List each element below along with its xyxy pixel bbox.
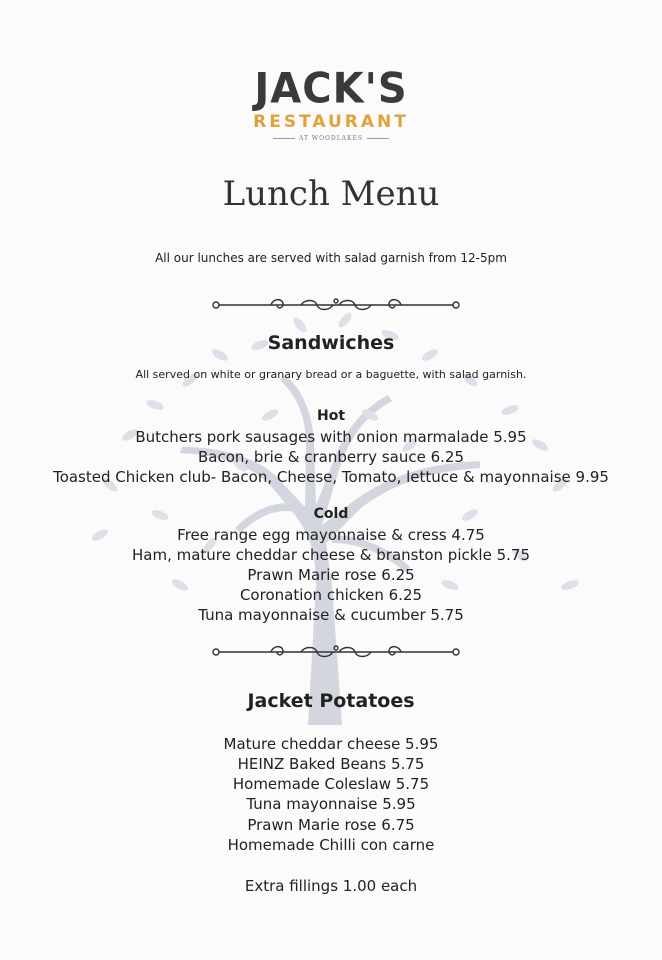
extra-fillings-note: Extra fillings 1.00 each xyxy=(244,877,418,895)
menu-item: Mature cheddar cheese 5.95 xyxy=(223,735,439,753)
logo-wordmark: JACK'S xyxy=(254,64,408,114)
menu-item: Prawn Marie rose 6.25 xyxy=(247,566,415,584)
intro-text: All our lunches are served with salad garnish from 12-5pm xyxy=(155,251,507,265)
menu-item: Bacon, brie & cranberry sauce 6.25 xyxy=(197,448,464,466)
menu-item: Tuna mayonnaise & cucumber 5.75 xyxy=(198,606,464,624)
logo-tagline-text: AT WOODLAKES xyxy=(298,135,364,142)
subheading-hot: Hot xyxy=(316,408,346,424)
subheading-cold: Cold xyxy=(313,506,349,522)
menu-item: Tuna mayonnaise 5.95 xyxy=(246,795,416,813)
ornament-divider xyxy=(211,644,461,660)
ornament-divider xyxy=(211,297,461,313)
menu-item: Homemade Chilli con carne xyxy=(227,836,435,854)
menu-item: Homemade Coleslaw 5.75 xyxy=(232,775,430,793)
section-heading-sandwiches: Sandwiches xyxy=(267,332,395,354)
menu-item: Coronation chicken 6.25 xyxy=(239,586,423,604)
menu-item: Toasted Chicken club- Bacon, Cheese, Tomato, lettuce & mayonnaise 9.95 xyxy=(53,468,609,486)
menu-item: Ham, mature cheddar cheese & branston pickle 5.75 xyxy=(131,546,530,564)
logo-subtitle: RESTAURANT xyxy=(253,112,409,132)
menu-item: HEINZ Baked Beans 5.75 xyxy=(237,755,425,773)
logo-tagline xyxy=(0,135,662,142)
menu-item: Butchers pork sausages with onion marmalade 5.95 xyxy=(135,428,527,446)
page-title: Lunch Menu xyxy=(222,174,440,214)
sandwiches-note: All served on white or granary bread or a baguette, with salad garnish. xyxy=(135,368,527,381)
section-heading-jacket-potatoes: Jacket Potatoes xyxy=(247,690,415,712)
menu-item: Prawn Marie rose 6.75 xyxy=(247,816,415,834)
menu-item: Free range egg mayonnaise & cress 4.75 xyxy=(177,526,485,544)
